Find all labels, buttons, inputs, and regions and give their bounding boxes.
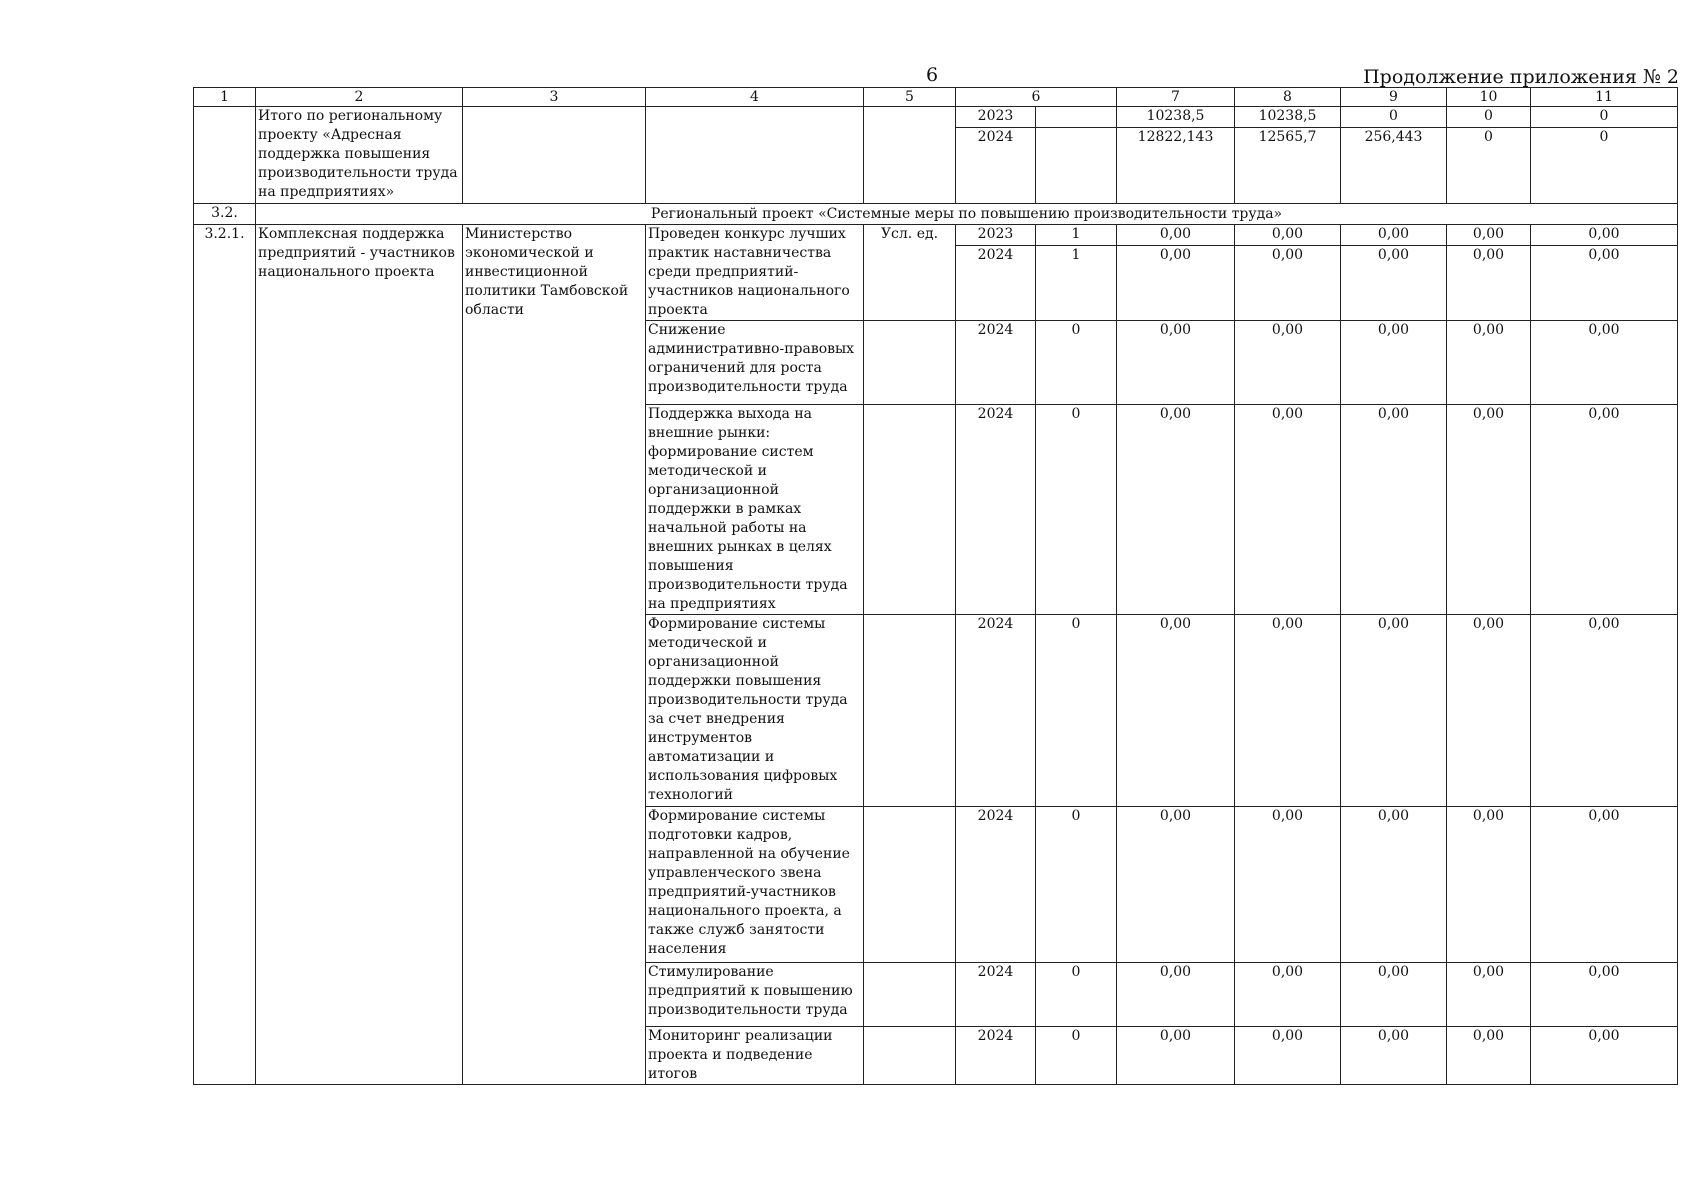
col-header-8: 8 <box>1235 88 1341 107</box>
result-text: Мониторинг реализации проекта и подведение итогов <box>646 1027 864 1085</box>
total-label: Итого по региональному проекту «Адресная поддержка повышения производительности труда на предприятиях» <box>256 107 463 204</box>
amount-cell: 0 <box>1531 107 1678 128</box>
col-header-6: 6 <box>956 88 1117 107</box>
value-cell: 0 <box>1036 807 1117 963</box>
amount-cell: 0,00 <box>1235 807 1341 963</box>
amount-cell: 0,00 <box>1447 246 1531 321</box>
unit-cell <box>864 615 956 807</box>
amount-cell: 0,00 <box>1531 615 1678 807</box>
amount-cell: 0,00 <box>1531 963 1678 1027</box>
result-text: Формирование системы подготовки кадров, направленной на обучение управленческого звена предприятий-участников национального проекта, а также служб занятости населения <box>646 807 864 963</box>
year-cell: 2024 <box>956 615 1036 807</box>
amount-cell: 256,443 <box>1341 128 1447 204</box>
result-text: Поддержка выхода на внешние рынки: формирование систем методической и организационной поддержки в рамках начальной работы на внешних рынках в целях повышения производительности труда на предприятиях <box>646 405 864 615</box>
amount-cell: 0,00 <box>1341 807 1447 963</box>
page-number: 6 <box>926 64 939 86</box>
value-cell: 0 <box>1036 615 1117 807</box>
unit-cell: Усл. ед. <box>864 225 956 321</box>
amount-cell: 0,00 <box>1341 405 1447 615</box>
amount-cell: 10238,5 <box>1117 107 1235 128</box>
amount-cell: 0,00 <box>1341 615 1447 807</box>
section-number: 3.2. <box>194 204 256 225</box>
year-cell: 2024 <box>956 246 1036 321</box>
year-cell: 2023 <box>956 225 1036 246</box>
amount-cell: 0,00 <box>1341 246 1447 321</box>
col-header-9: 9 <box>1341 88 1447 107</box>
amount-cell: 0 <box>1447 128 1531 204</box>
item-responsible: Министерство экономической и инвестиционной политики Тамбовской области <box>463 225 646 1085</box>
amount-cell: 0,00 <box>1117 246 1235 321</box>
amount-cell: 0,00 <box>1235 246 1341 321</box>
amount-cell: 0,00 <box>1235 405 1341 615</box>
result-1-row-2023 <box>194 225 1678 246</box>
amount-cell: 0,00 <box>1447 615 1531 807</box>
col-header-10: 10 <box>1447 88 1531 107</box>
amount-cell: 12565,7 <box>1235 128 1341 204</box>
unit-cell <box>864 1027 956 1085</box>
value-cell: 0 <box>1036 1027 1117 1085</box>
amount-cell: 0,00 <box>1117 225 1235 246</box>
amount-cell: 0,00 <box>1531 1027 1678 1085</box>
amount-cell: 0,00 <box>1341 321 1447 405</box>
unit-cell <box>864 963 956 1027</box>
col-header-11: 11 <box>1531 88 1678 107</box>
year-cell: 2024 <box>956 128 1036 204</box>
year-cell: 2024 <box>956 321 1036 405</box>
unit-cell <box>864 807 956 963</box>
amount-cell: 0,00 <box>1235 963 1341 1027</box>
col-header-3: 3 <box>463 88 646 107</box>
amount-cell: 0,00 <box>1117 405 1235 615</box>
amount-cell: 0,00 <box>1341 963 1447 1027</box>
result-text: Проведен конкурс лучших практик наставничества среди предприятий-участников национального проекта <box>646 225 864 321</box>
col-header-5: 5 <box>864 88 956 107</box>
value-cell: 0 <box>1036 405 1117 615</box>
amount-cell: 0,00 <box>1117 1027 1235 1085</box>
total-num-cell <box>194 107 256 204</box>
value-cell: 1 <box>1036 246 1117 321</box>
section-row <box>194 204 1678 225</box>
year-cell: 2024 <box>956 963 1036 1027</box>
amount-cell: 0,00 <box>1117 615 1235 807</box>
amount-cell: 0,00 <box>1447 321 1531 405</box>
amount-cell: 0,00 <box>1117 321 1235 405</box>
col-header-4: 4 <box>646 88 864 107</box>
amount-cell: 0,00 <box>1341 225 1447 246</box>
amount-cell: 0,00 <box>1447 405 1531 615</box>
amount-cell: 0,00 <box>1531 807 1678 963</box>
amount-cell: 0,00 <box>1235 225 1341 246</box>
result-text: Стимулирование предприятий к повышению производительности труда <box>646 963 864 1027</box>
amount-cell: 0,00 <box>1447 225 1531 246</box>
amount-cell: 0,00 <box>1531 246 1678 321</box>
year-cell: 2024 <box>956 807 1036 963</box>
total-col3 <box>463 107 646 204</box>
item-name: Комплексная поддержка предприятий - участников национального проекта <box>256 225 463 1085</box>
budget-table <box>193 87 1678 1085</box>
amount-cell: 0,00 <box>1447 963 1531 1027</box>
year-cell: 2024 <box>956 405 1036 615</box>
value-cell <box>1036 128 1117 204</box>
amount-cell: 0,00 <box>1531 405 1678 615</box>
year-cell: 2023 <box>956 107 1036 128</box>
value-cell: 0 <box>1036 321 1117 405</box>
amount-cell: 0 <box>1531 128 1678 204</box>
total-col4 <box>646 107 864 204</box>
col-header-7: 7 <box>1117 88 1235 107</box>
total-row-2023 <box>194 107 1678 128</box>
total-col5 <box>864 107 956 204</box>
amount-cell: 0,00 <box>1531 225 1678 246</box>
amount-cell: 10238,5 <box>1235 107 1341 128</box>
section-title: Региональный проект «Системные меры по повышению производительности труда» <box>256 204 1678 225</box>
amount-cell: 0,00 <box>1235 1027 1341 1085</box>
year-cell: 2024 <box>956 1027 1036 1085</box>
continuation-caption: Продолжение приложения № 2 <box>1363 66 1679 88</box>
result-text: Снижение административно-правовых ограничений для роста производительности труда <box>646 321 864 405</box>
amount-cell: 0,00 <box>1117 963 1235 1027</box>
amount-cell: 0,00 <box>1447 1027 1531 1085</box>
value-cell: 1 <box>1036 225 1117 246</box>
amount-cell: 0,00 <box>1341 1027 1447 1085</box>
col-header-1: 1 <box>194 88 256 107</box>
value-cell: 0 <box>1036 963 1117 1027</box>
amount-cell: 0,00 <box>1235 615 1341 807</box>
result-text: Формирование системы методической и организационной поддержки повышения производительности труда за счет внедрения инструментов автоматизации и использования цифровых технологий <box>646 615 864 807</box>
amount-cell: 0,00 <box>1235 321 1341 405</box>
amount-cell: 12822,143 <box>1117 128 1235 204</box>
value-cell <box>1036 107 1117 128</box>
amount-cell: 0,00 <box>1531 321 1678 405</box>
unit-cell <box>864 405 956 615</box>
unit-cell <box>864 321 956 405</box>
amount-cell: 0,00 <box>1117 807 1235 963</box>
amount-cell: 0 <box>1447 107 1531 128</box>
amount-cell: 0 <box>1341 107 1447 128</box>
column-number-row <box>194 88 1678 107</box>
item-number: 3.2.1. <box>194 225 256 1085</box>
amount-cell: 0,00 <box>1447 807 1531 963</box>
col-header-2: 2 <box>256 88 463 107</box>
